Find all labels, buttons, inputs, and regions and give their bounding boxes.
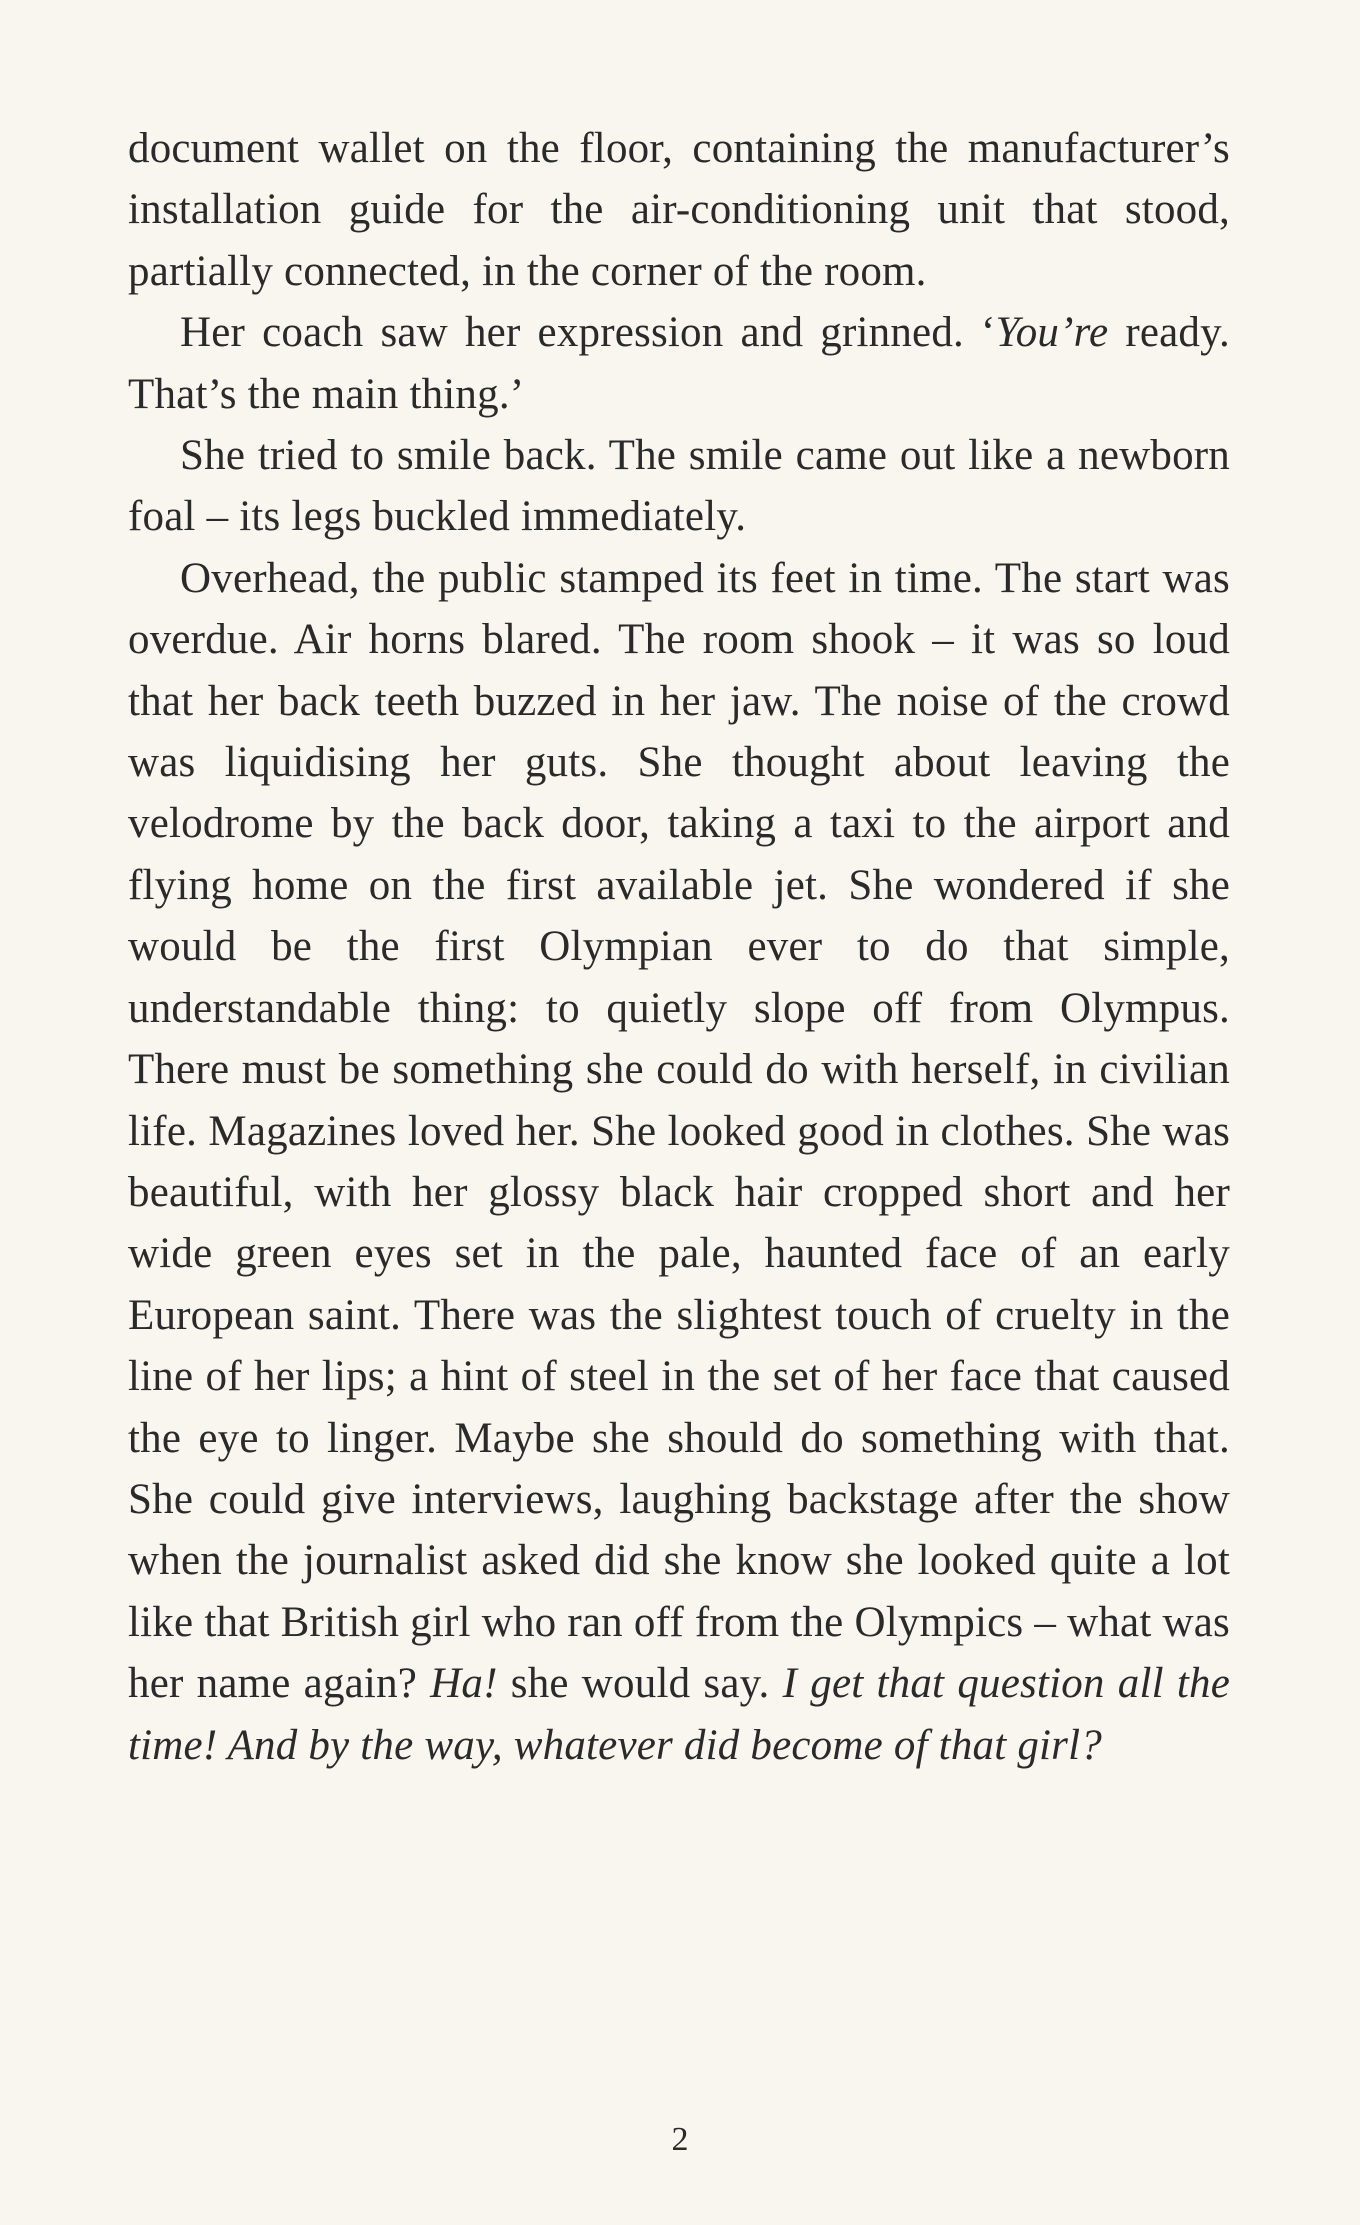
paragraph-2-italic-youre: You’re bbox=[995, 309, 1109, 357]
paragraph-4 bbox=[128, 548, 1230, 1776]
paragraph-2-text-a: Her coach saw her expression and grinned. ‘ bbox=[180, 309, 996, 357]
page-number: 2 bbox=[671, 2121, 689, 2158]
paragraph-4-text-b: she would say. bbox=[497, 1660, 783, 1708]
paragraph-4-italic-ha: Ha! bbox=[430, 1660, 498, 1708]
paragraph-1 bbox=[128, 118, 1230, 302]
paragraph-3-text: She tried to smile back. The smile came out like a newborn foal – its legs buckled immediately. bbox=[128, 432, 1230, 541]
paragraph-4-italic-question: I get that question all the time! And by the way, whatever did become of that girl? bbox=[128, 1660, 1230, 1769]
paragraph-4-text-a: Overhead, the public stamped its feet in time. The start was overdue. Air horns blared. The room shook – it was so loud that her back teeth buzzed in her jaw. The noise of the crowd was liquidising her guts. She thought about leaving the velodrome by the back door, taking a taxi to the airport and flying home on the first available jet. She wondered if she would be the first Olympian ever to do that simple, understandable thing: to quietly slope off from Olympus. There must be something she could do with herself, in civilian life. Magazines loved her. She looked good in clothes. She was beautiful, with her glossy black hair cropped short and her wide green eyes set in the pale, haunted face of an early European saint. There was the slightest touch of cruelty in the line of her lips; a hint of steel in the set of her face that caused the eye to linger. Maybe she should do something with that. She could give interviews, laughing backstage after the show when the journalist asked did she know she looked quite a lot like that British girl who ran off from the Olympics – what was her name again? bbox=[128, 554, 1230, 1708]
paragraph-2-text-b: ready. That’s the main thing.’ bbox=[128, 309, 1230, 418]
body-text bbox=[128, 118, 1230, 1776]
paragraph-1-text: document wallet on the floor, containing the manufacturer’s installation guide for the air-conditioning unit that stood, partially connected, in the corner of the room. bbox=[128, 125, 1230, 295]
paragraph-2 bbox=[128, 302, 1230, 425]
paragraph-3 bbox=[128, 425, 1230, 548]
